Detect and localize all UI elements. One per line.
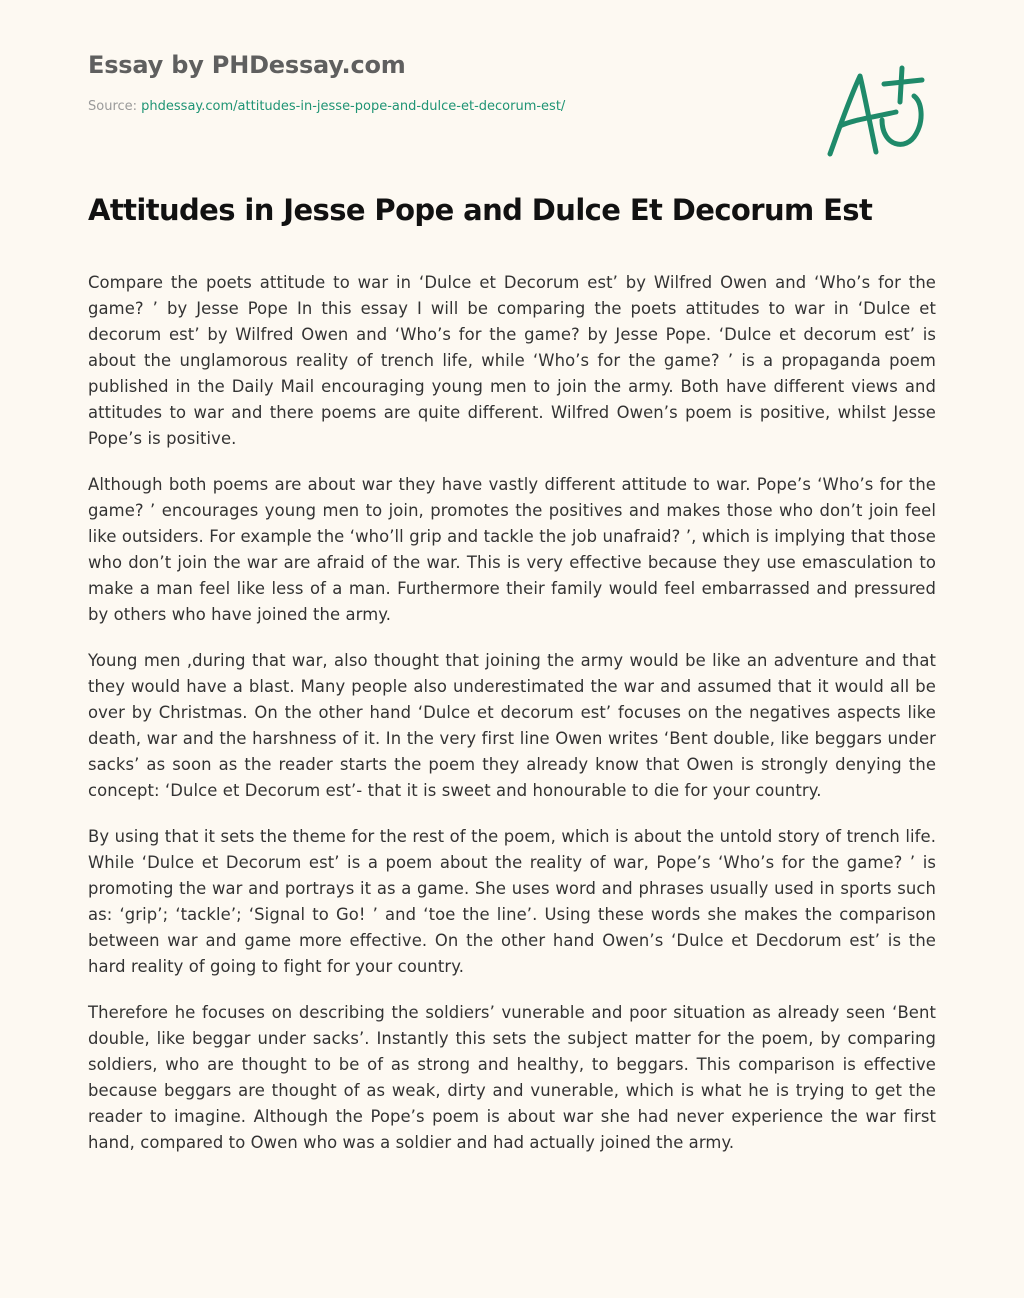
- essay-paragraph: By using that it sets the theme for the rest of the poem, which is about the untold story of trench life. While ‘Dulce et Decorum est’ is a poem about the reality of war, Pope’s ‘Who’s for the game? ’ is promoting the war and portrays it as a game. She uses word and phrases usually used in sports such as: ‘grip’; ‘tackle’; ‘Signal to Go! ’ and ‘toe the line’. Using these words she makes the comparison between war and game more effective. On the other hand Owen’s ‘Dulce et Decdorum est’ is the hard reality of going to fight for your country.: [88, 827, 936, 976]
- essay-paragraph: Although both poems are about war they have vastly different attitude to war. Pope’s ‘Who’s for the game? ’ encourages young men to join, promotes the positives and makes those who don’t join feel like outsiders. For example the ‘who’ll grip and tackle the job unafraid? ’, which is implying that those who don’t join the war are afraid of the war. This is very effective because they use emasculation to make a man feel like less of a man. Furthermore their family would feel embarrassed and pressured by others who have joined the army.: [88, 475, 936, 624]
- essay-paragraph: Young men ,during that war, also thought that joining the army would be like an adventure and that they would have a blast. Many people also underestimated the war and assumed that it would all be over by Christmas. On the other hand ‘Dulce et decorum est’ focuses on the negatives aspects like death, war and the harshness of it. In the very first line Owen writes ‘Bent double, like beggars under sacks’ as soon as the reader starts the poem they already know that Owen is strongly denying the concept: ‘Dulce et Decorum est’- that it is sweet and honourable to die for your country.: [88, 651, 936, 800]
- site-brand: Essay by PHDessay.com: [88, 51, 406, 79]
- page-header: [88, 48, 808, 116]
- a-plus-grade-icon: [818, 62, 938, 162]
- essay-body: [88, 270, 936, 1176]
- source-link[interactable]: phdessay.com/attitudes-in-jesse-pope-and-dulce-et-decorum-est/: [141, 99, 566, 114]
- source-label: Source:: [88, 99, 142, 114]
- source-line: [88, 98, 808, 116]
- essay-paragraph: Compare the poets attitude to war in ‘Dulce et Decorum est’ by Wilfred Owen and ‘Who’s for the game? ’ by Jesse Pope In this essay I will be comparing the poets attitudes to war in ‘Dulce et decorum est’ by Wilfred Owen and ‘Who’s for the game? by Jesse Pope. ‘Dulce et decorum est’ is about the unglamorous reality of trench life, while ‘Who’s for the game? ’ is a propaganda poem published in the Daily Mail encouraging young men to join the army. Both have different views and attitudes to war and there poems are quite different. Wilfred Owen’s poem is positive, whilst Jesse Pope’s is positive.: [88, 273, 936, 448]
- essay-title: Attitudes in Jesse Pope and Dulce Et Decorum Est: [88, 193, 873, 227]
- essay-paragraph: Therefore he focuses on describing the soldiers’ vunerable and poor situation as already seen ‘Bent double, like beggar under sacks’. Instantly this sets the subject matter for the poem, by comparing soldiers, who are thought to be of as strong and healthy, to beggars. This comparison is effective because beggars are thought of as weak, dirty and vunerable, which is what he is trying to get the reader to imagine. Although the Pope’s poem is about war she had never experience the war first hand, compared to Owen who was a soldier and had actually joined the army.: [88, 1003, 936, 1152]
